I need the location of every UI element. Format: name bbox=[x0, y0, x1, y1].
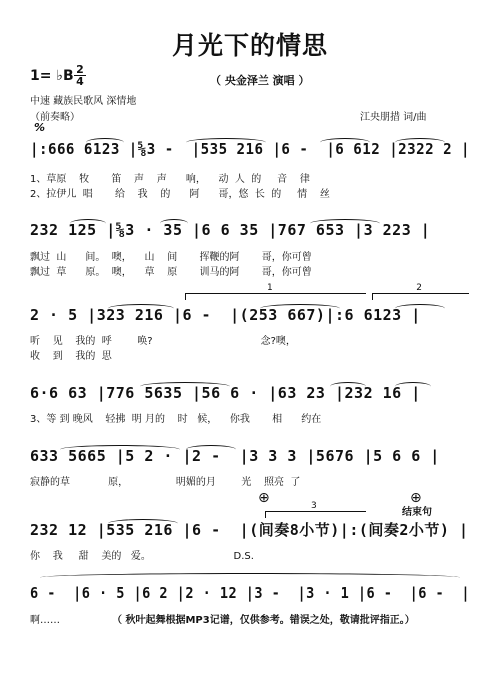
lyrics-line-1-verse-2: 2、拉伊儿 唱 给 我 的 阿 哥，悠 长 的 情 丝 bbox=[30, 189, 330, 200]
prelude-note: （前奏略） bbox=[30, 112, 80, 123]
song-title: 月光下的情思 bbox=[171, 31, 328, 60]
tie-long bbox=[40, 573, 460, 582]
composer-credit: 江央朋措 词/曲 bbox=[360, 112, 427, 123]
slur bbox=[395, 382, 431, 391]
performer-credit: （ 央金泽兰 演唱 ） bbox=[210, 74, 310, 87]
volta-2-label: 2 bbox=[416, 283, 422, 293]
volta-3-label: 3 bbox=[311, 501, 317, 511]
lyrics-line-3-verse-1: 听 见 我的 呼 唤? 念?噢， bbox=[30, 336, 296, 347]
slur bbox=[260, 304, 340, 313]
lyrics-line-1-verse-1: 1、草原 牧 笛 声 声 响， 动 人 的 音 律 bbox=[30, 174, 310, 185]
lyrics-line-2-verse-1: 飘过 山 间。 噢， 山 间 挥鞭的阿 哥，你可曾 bbox=[30, 252, 312, 263]
slur bbox=[108, 304, 174, 313]
slur bbox=[330, 382, 366, 391]
notes-line-2: 232 125 |⅝3 · 35 |6 6 35 |767 653 |3 223 | bbox=[30, 221, 431, 239]
slur bbox=[395, 138, 445, 147]
staff-line-7 bbox=[30, 584, 470, 602]
slur bbox=[186, 138, 266, 147]
notes-line-3: 2 · 5 |323 216 |6 - |(253 667)|:6 6123 | bbox=[30, 306, 421, 324]
notes-line-5: 633 5665 |5 2 · |2 - |3 3 3 |5676 |5 6 6 | bbox=[30, 447, 440, 465]
notes-line-6: 232 12 |535 216 |6 - |(间奏8小节)|:(间奏2小节) | bbox=[30, 521, 469, 539]
lyrics-line-2-verse-2: 飘过 草 原。 噢， 草 原 训马的阿 哥，你可曾 bbox=[30, 267, 312, 278]
lyrics-line-5: 寂静的草 原， 明媚的月 光 照亮 了 bbox=[30, 477, 301, 488]
notes-line-1: |:666 6123 |⅝3 - |535 216 |6 - |6 612 |2322 2 | bbox=[30, 140, 471, 158]
slur bbox=[186, 445, 236, 454]
time-denominator: 4 bbox=[74, 75, 86, 87]
key-signature: 1= ♭B bbox=[30, 68, 74, 84]
segno-sign: % bbox=[34, 121, 46, 134]
slur bbox=[310, 219, 380, 228]
coda-sign: ⊕ bbox=[410, 490, 422, 506]
slur bbox=[395, 304, 445, 313]
notes-line-7: 6 - |6 · 5 |6 2 |2 · 12 |3 - |3 · 1 |6 - |6 - | bbox=[30, 584, 471, 602]
tempo-marking: 中速 藏族民歌风 深情地 bbox=[30, 96, 137, 107]
ending-label: 结束句 bbox=[402, 507, 432, 518]
volta-bracket-2 bbox=[372, 283, 469, 300]
time-signature bbox=[74, 64, 86, 87]
coda-sign: ⊕ bbox=[258, 490, 270, 506]
volta-bracket-3 bbox=[265, 501, 366, 518]
slur bbox=[320, 138, 370, 147]
footnote: （ 秋叶起舞根据MP3记谱，仅供参考。错误之处，敬请批评指正。） bbox=[112, 615, 415, 626]
notes-line-4: 6·6 63 |776 5635 |56 6 · |63 23 |232 16 | bbox=[30, 384, 421, 402]
volta-bracket-1 bbox=[185, 283, 366, 300]
slur bbox=[160, 219, 188, 228]
lyrics-line-4: 3、等 到 晚风 轻拂 明 月的 时 候， 你我 相 约在 bbox=[30, 414, 322, 425]
slur bbox=[70, 219, 106, 228]
slur bbox=[140, 382, 230, 391]
time-numerator: 2 bbox=[76, 63, 84, 76]
staff-line-6 bbox=[30, 521, 470, 539]
volta-1-label: 1 bbox=[267, 283, 273, 293]
slur bbox=[60, 445, 180, 454]
slur bbox=[108, 519, 178, 528]
lyrics-line-6: 你 我 甜 美的 爱。 D.S. bbox=[30, 551, 254, 562]
lyrics-line-3-verse-2: 收 到 我的 思 bbox=[30, 351, 112, 362]
lyrics-line-7: 啊…… bbox=[30, 615, 60, 626]
slur bbox=[86, 138, 124, 147]
